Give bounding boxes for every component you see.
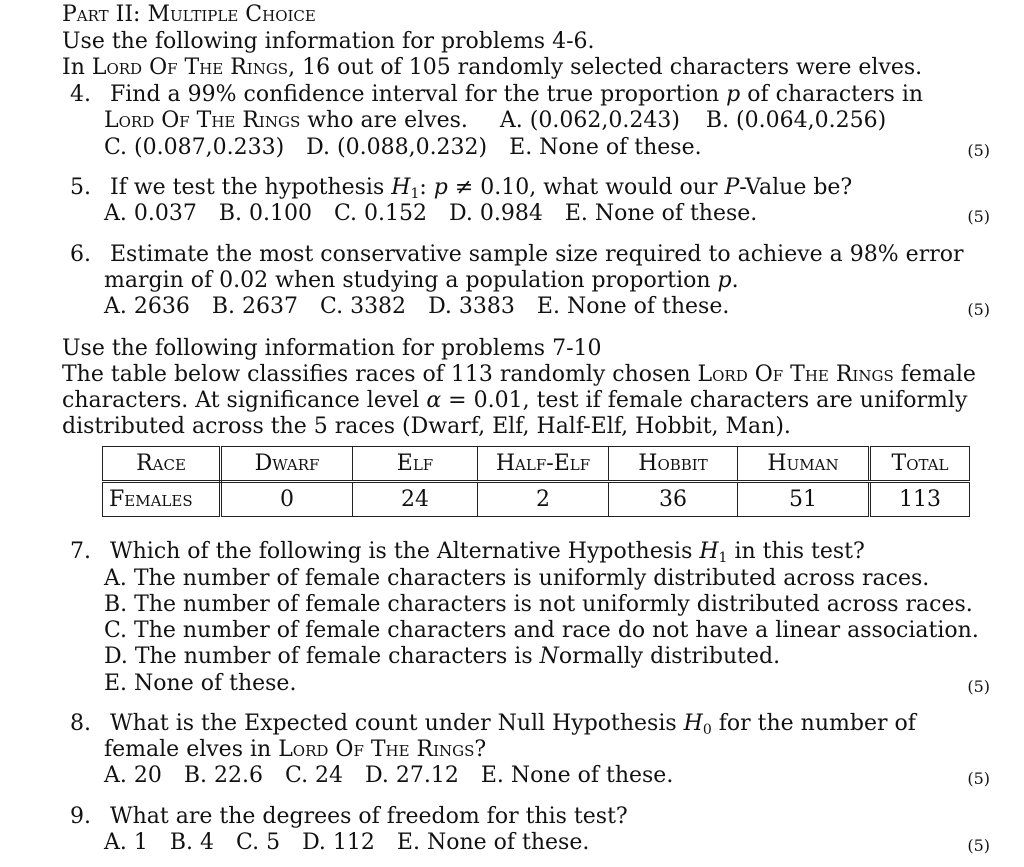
q9-option-d: D. 112 [302,830,375,855]
book-title: Lord Of The Rings [91,55,289,80]
q5-option-e: E. None of these. [564,201,758,226]
table-cell: 2 [478,482,609,517]
table-header-cell: Dwarf [221,447,353,482]
table-header-cell: Elf [353,447,478,482]
book-title: Lord Of The Rings [697,362,894,387]
q8-option-c: C. 24 [285,763,344,788]
q5-option-d: D. 0.984 [449,201,543,226]
question-8: 8. What is the Expected count under Null Hypothesis $H_0$ for the number of [70,711,916,738]
q4-option-e: E. None of these. [509,135,702,160]
book-title: Lord Of The Rings [278,737,475,762]
question-4: 4. Find a 99% confidence interval for the true proportion p of characters in [70,82,924,107]
section2-intro: Use the following information for problems 7-10 [62,336,602,361]
table-row [103,482,970,517]
table-header-cell: Hobbit [609,447,738,482]
q7-option-a: A. The number of female characters is uniformly distributed across races. [104,566,930,591]
question-6-options [104,294,729,320]
table-header-cell: Race [103,447,221,482]
q7-option-c: C. The number of female characters and race do not have a linear association. [104,618,979,643]
q6-option-b: B. 2637 [211,294,299,319]
q7-option-d: D. The number of female characters is Normally distributed. [104,644,781,669]
question-8-line2: female elves in Lord Of The Rings? [104,737,487,762]
q6-option-d: D. 3383 [428,294,515,319]
q9-points: (5) [967,836,990,855]
section2-line2: characters. At significance level α = 0.01, test if female characters are uniformly [62,388,968,413]
q6-option-e: E. None of these. [536,294,730,319]
q9-option-c: C. 5 [236,830,281,855]
q6-option-a: A. 2636 [104,294,190,319]
q9-option-e: E. None of these. [396,830,590,855]
question-9-options [104,830,589,856]
section1-intro: Use the following information for problems 4-6. [62,29,595,54]
q4-option-b: B. (0.064,0.256) [705,108,887,133]
table-header-cell: Human [738,447,870,482]
q6-points: (5) [967,300,990,319]
question-6: 6. Estimate the most conservative sample size required to achieve a 98% error [70,242,964,267]
q4-option-c: C. (0.087,0.233) [104,135,285,160]
table-cell: 113 [870,482,970,517]
question-6-line2: margin of 0.02 when studying a population proportion p. [104,268,739,293]
q6-option-c: C. 3382 [320,294,407,319]
table-row-label: Females [103,482,221,517]
table-header-row [103,447,970,482]
table-cell: 0 [221,482,353,517]
q5-option-a: A. 0.037 [104,201,197,226]
q7-option-e: E. None of these. [104,671,297,696]
question-7: 7. Which of the following is the Alternative Hypothesis $H_1$ in this test? [70,539,865,566]
q8-option-b: B. 22.6 [183,763,264,788]
q5-points: (5) [967,207,990,226]
race-table [102,446,970,517]
table-cell: 36 [609,482,738,517]
q8-option-e: E. None of these. [480,763,674,788]
question-4-line2: Lord Of The Rings who are elves. A. (0.062,0.243) B. (0.064,0.256) [104,108,887,133]
section2-line1: The table below classifies races of 113 randomly chosen Lord Of The Rings female [62,362,976,387]
q8-points: (5) [967,769,990,788]
section2-line3: distributed across the 5 races (Dwarf, Elf, Half-Elf, Hobbit, Man). [62,414,791,439]
q8-option-d: D. 27.12 [365,763,459,788]
table-cell: 24 [353,482,478,517]
section1-context: In Lord Of The Rings, 16 out of 105 randomly selected characters were elves. [62,55,923,80]
table-header-cell: Half-Elf [478,447,609,482]
q7-option-b: B. The number of female characters is not uniformly distributed across races. [104,592,973,617]
question-9: 9. What are the degrees of freedom for this test? [70,804,628,829]
question-5-options [104,201,757,227]
q4-option-a: A. (0.062,0.243) [499,108,680,133]
q9-option-b: B. 4 [169,830,215,855]
table-header-cell: Total [870,447,970,482]
book-title: Lord Of The Rings [104,108,301,133]
part-title: Part II: Multiple Choice [62,2,316,27]
q8-option-a: A. 20 [104,763,162,788]
q4-option-d: D. (0.088,0.232) [306,135,488,160]
question-5: 5. If we test the hypothesis $H_1$: p ≠ 0.10, what would our P-Value be? [70,175,853,202]
q4-points: (5) [967,141,990,160]
question-4-options [104,135,702,161]
q9-option-a: A. 1 [104,830,148,855]
table-cell: 51 [738,482,870,517]
q7-points: (5) [967,677,990,696]
question-8-options [104,763,673,789]
q5-option-c: C. 0.152 [334,201,428,226]
q5-option-b: B. 0.100 [218,201,312,226]
